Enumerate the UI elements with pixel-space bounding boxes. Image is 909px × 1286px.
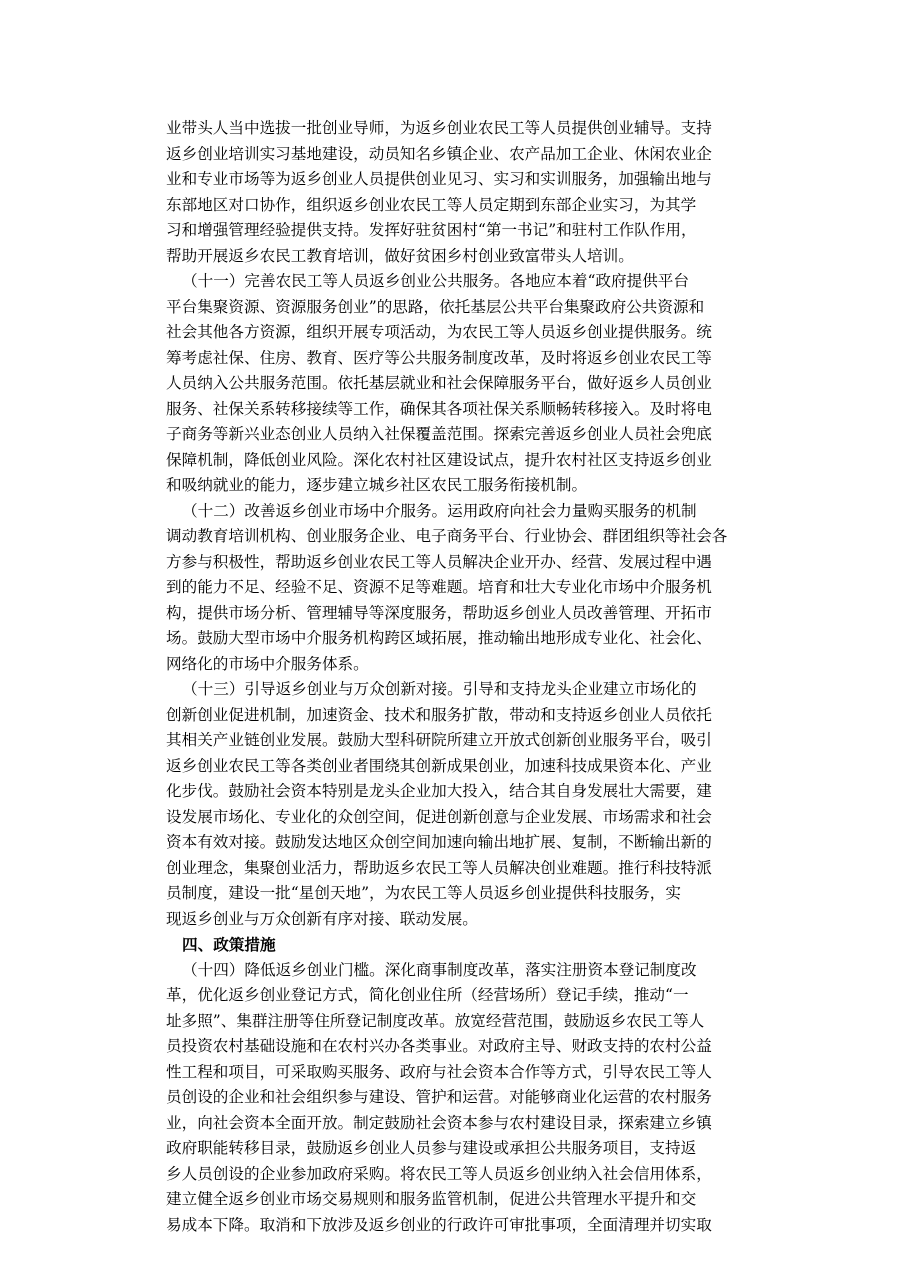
heading-text: 四、政策措施 [182,935,276,954]
paragraph-line: 创新创业促进机制，加速资金、技术和服务扩散，带动和支持返乡创业人员依托 [166,705,712,724]
paragraph-line: 业和专业市场等为返乡创业人员提供创业见习、实习和实训服务，加强输出地与 [166,170,712,188]
paragraph-line: 址多照”、集群注册等住所登记制度改革。放宽经营范围，鼓励返乡农民工等人 [166,1011,705,1030]
paragraph-line: 性工程和项目，可采取购买服务、政府与社会资本合作等方式，引导农民工等人 [166,1062,712,1081]
paragraph-line: 建立健全返乡创业市场交易规则和服务监管机制，促进公共管理水平提升和交 [166,1190,697,1208]
paragraph-line: （十四）降低返乡创业门槛。深化商事制度改革，落实注册资本登记制度改 [182,960,697,979]
paragraph-line: 返乡创业培训实习基地建设，动员知名乡镇企业、农产品加工企业、休闲农业企 [166,144,712,163]
document-body [166,116,770,1238]
paragraph-line: 保障机制，降低创业风险。深化农村社区建设试点，提升农村社区支持返乡创业 [166,450,712,469]
paragraph-line: 网络化的市场中介服务体系。 [166,654,369,673]
paragraph-line: （十三）引导返乡创业与万众创新对接。引导和支持龙头企业建立市场化的 [182,680,697,698]
paragraph-line: 东部地区对口协作，组织返乡创业农民工等人员定期到东部企业实习，为其学 [166,195,697,214]
paragraph-line: 乡人员创设的企业参加政府采购。将农民工等人员返乡创业纳入社会信用体系， [166,1164,712,1183]
paragraph-line: 场。鼓励大型市场中介服务机构跨区域拓展，推动输出地形成专业化、社会化、 [166,629,712,647]
paragraph-line: （十一）完善农民工等人员返乡创业公共服务。各地应本着“政府提供平台 [182,272,689,290]
section-heading [166,932,770,958]
body-paragraph [166,677,770,932]
paragraph-line: 人员纳入公共服务范围。依托基层就业和社会保障服务平台，做好返乡人员创业 [166,374,712,392]
paragraph-line: 筹考虑社保、住房、教育、医疗等公共服务制度改革，及时将返乡创业农民工等 [166,348,712,367]
paragraph-line: 业，向社会资本全面开放。制定鼓励社会资本参与农村建设目录，探索建立乡镇 [166,1113,712,1132]
paragraph-line: 子商务等新兴业态创业人员纳入社保覆盖范围。探索完善返乡创业人员社会兜底 [166,425,712,443]
body-paragraph [166,958,770,1239]
paragraph-line: 创业理念，集聚创业活力，帮助返乡农民工等人员解决创业难题。推行科技特派 [166,858,712,877]
paragraph-line: 业带头人当中选拔一批创业导师，为返乡创业农民工等人员提供创业辅导。支持 [166,119,712,137]
paragraph-line: 资本有效对接。鼓励发达地区众创空间加速向输出地扩展、复制，不断输出新的 [166,833,712,851]
paragraph-line: 返乡创业农民工等各类创业者围绕其创新成果创业，加速科技成果资本化、产业 [166,756,712,775]
paragraph-line: 调动教育培训机构、创业服务企业、电子商务平台、行业协会、群团组织等社会各 [166,527,728,545]
paragraph-line: 现返乡创业与万众创新有序对接、联动发展。 [166,909,478,928]
paragraph-line: 到的能力不足、经验不足、资源不足等难题。培育和壮大专业化市场中介服务机 [166,578,712,596]
paragraph-line: 员制度，建设一批“星创天地”，为农民工等人员返乡创业提供科技服务，实 [166,884,681,902]
paragraph-line: 帮助开展返乡农民工教育培训，做好贫困乡村创业致富带头人培训。 [166,246,634,265]
paragraph-line: 易成本下降。取消和下放涉及返乡创业的行政许可审批事项，全面清理并切实取 [166,1215,712,1234]
paragraph-line: 和吸纳就业的能力，逐步建立城乡社区农民工服务衔接机制。 [166,476,588,494]
paragraph-line: 方参与积极性，帮助返乡创业农民工等人员解决企业开办、经营、发展过程中遇 [166,552,712,571]
paragraph-line: 化步伐。鼓励社会资本特别是龙头企业加大投入，结合其自身发展壮大需要，建 [166,782,712,800]
body-paragraph [166,116,770,269]
paragraph-line: 其相关产业链创业发展。鼓励大型科研院所建立开放式创新创业服务平台，吸引 [166,731,712,749]
paragraph-line: 社会其他各方资源，组织开展专项活动，为农民工等人员返乡创业提供服务。统 [166,323,712,341]
paragraph-line: 习和增强管理经验提供支持。发挥好驻贫困村“第一书记”和驻村工作队作用， [166,221,697,239]
body-paragraph [166,499,770,678]
paragraph-line: 设发展市场化、专业化的众创空间，促进创新创意与企业发展、市场需求和社会 [166,807,712,826]
paragraph-line: 服务、社保关系转移接续等工作，确保其各项社保关系顺畅转移接入。及时将电 [166,399,712,418]
paragraph-line: 革，优化返乡创业登记方式，简化创业住所（经营场所）登记手续，推动“一 [166,986,689,1004]
paragraph-line: （十二）改善返乡创业市场中介服务。运用政府向社会力量购买服务的机制 [182,501,697,520]
paragraph-line: 员投资农村基础设施和在农村兴办各类事业。对政府主导、财政支持的农村公益 [166,1037,712,1055]
body-paragraph [166,269,770,499]
paragraph-line: 政府职能转移目录，鼓励返乡创业人员参与建设或承担公共服务项目，支持返 [166,1139,697,1157]
paragraph-line: 平台集聚资源、资源服务创业”的思路，依托基层公共平台集聚政府公共资源和 [166,297,705,316]
paragraph-line: 员创设的企业和社会组织参与建设、管护和运营。对能够商业化运营的农村服务 [166,1088,712,1106]
paragraph-line: 构，提供市场分析、管理辅导等深度服务，帮助返乡创业人员改善管理、开拓市 [166,603,712,622]
